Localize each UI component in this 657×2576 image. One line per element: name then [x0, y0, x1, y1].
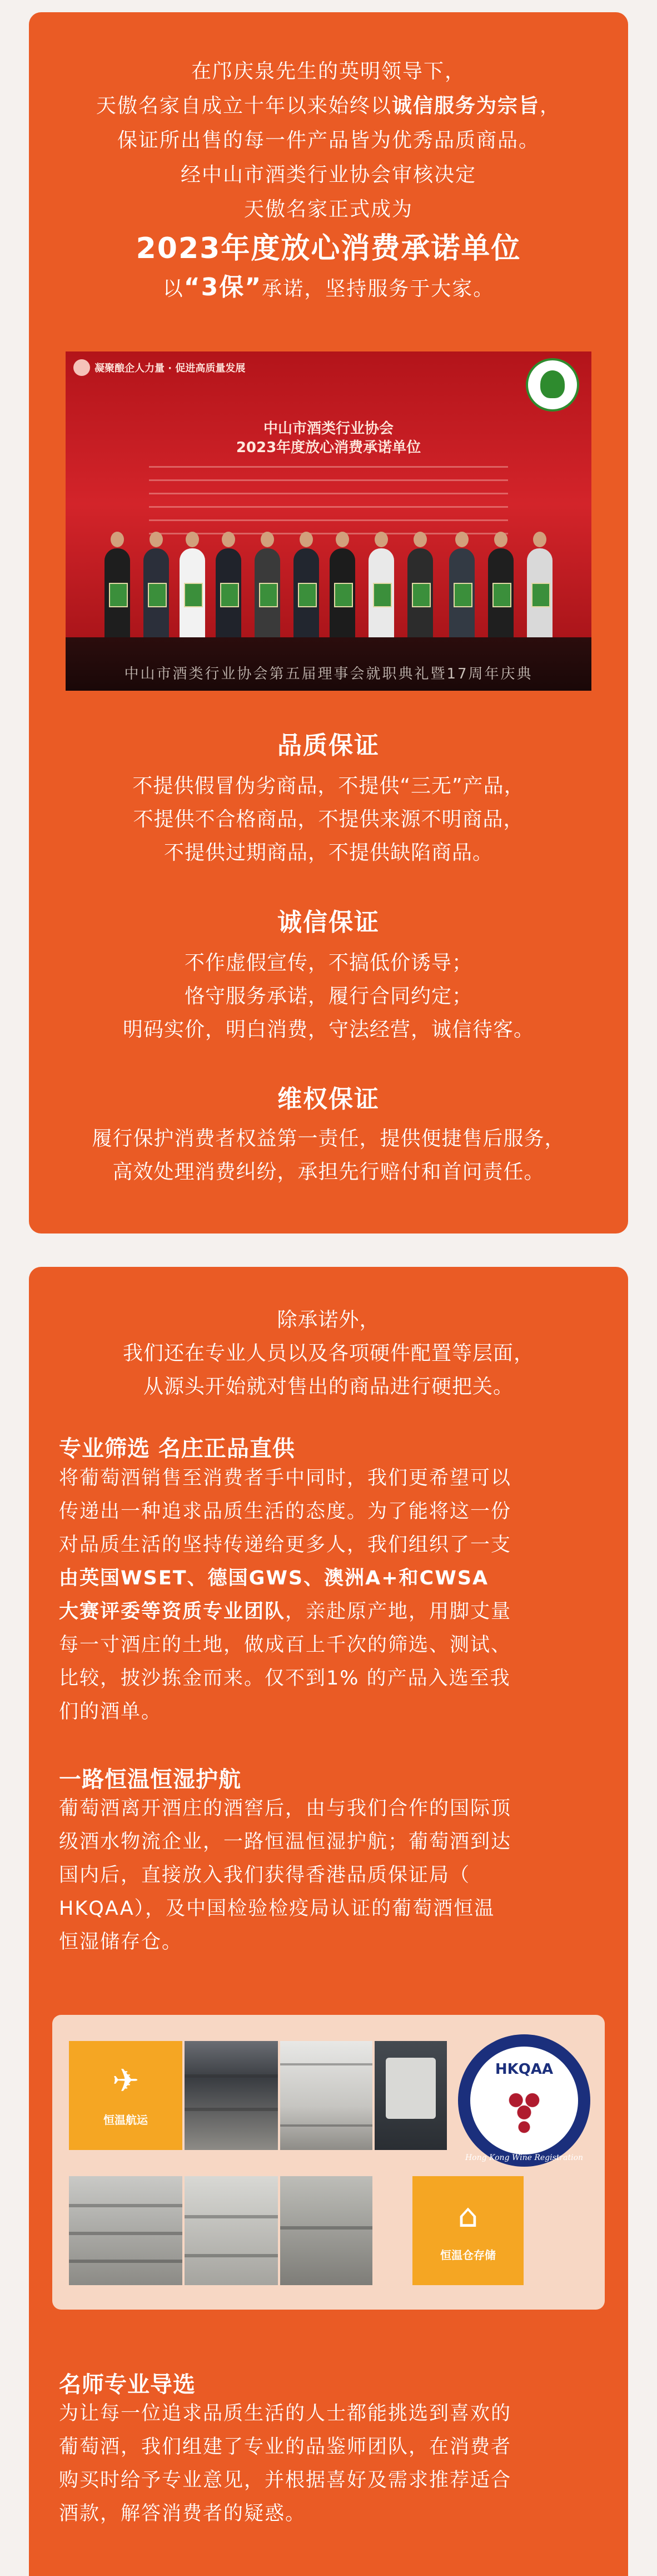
photo-certificate: [373, 583, 392, 607]
highlight-title: 2023年度放心消费承诺单位: [136, 232, 521, 265]
sommelier-line: 酒款，解答消费者的疑惑。: [59, 2503, 306, 2525]
logistics-image-panel: [52, 2015, 605, 2310]
logistics-line: 恒湿储存仓。: [59, 1931, 183, 1953]
selection-line: [59, 1462, 605, 1495]
card2-intro: [29, 1304, 628, 1404]
warehouse-photo: [185, 2041, 278, 2150]
logistics-paragraph: [59, 1792, 605, 1959]
photo-certificate: [334, 583, 353, 607]
intro-line: [29, 123, 628, 158]
pledge-line: [29, 270, 628, 306]
pledge-suffix: 承诺，坚持服务于大家。: [262, 278, 495, 300]
intro-line: [29, 55, 628, 89]
sommelier-line: 购买时给予专业意见，并根据喜好及需求推荐适合: [59, 2469, 512, 2491]
selection-text: ，亲赴原产地，用脚丈量: [285, 1601, 512, 1623]
airplane-icon: ✈: [112, 2061, 140, 2099]
selection-emphasis: 大赛评委等资质专业团队: [59, 1601, 286, 1623]
rights-body: [29, 1122, 628, 1189]
intro-text: 经中山市酒类行业协会审核决定: [180, 164, 476, 186]
intro-lines: [29, 55, 628, 227]
hkqaa-text: HKQAA: [495, 2061, 554, 2078]
quality-title: 品质保证: [277, 731, 380, 760]
photo-certificate: [492, 583, 511, 607]
intro-text: 保证所出售的每一件产品皆为优秀品质商品。: [117, 129, 540, 152]
rights-title: 维权保证: [277, 1085, 380, 1113]
storage-label: 恒温仓存储: [440, 2248, 496, 2262]
hkqaa-logo: [458, 2034, 590, 2167]
warehouse-icon: ⌂: [457, 2196, 479, 2235]
intro-line: 从源头开始就对售出的商品进行硬把关。: [143, 1375, 514, 1398]
assurance-card: [29, 1267, 628, 2576]
selection-text: 们的酒单。: [59, 1701, 162, 1723]
sommelier-line: 为让每一位追求品质生活的人士都能挑选到喜欢的: [59, 2402, 512, 2425]
photo-certificate: [412, 583, 431, 607]
intro-line: [29, 89, 628, 123]
quality-line: 不提供假冒伪劣商品，不提供“三无”产品，: [132, 775, 525, 797]
pledge-quote: “3保”: [183, 273, 262, 301]
rights-line: 履行保护消费者权益第一责任，提供便捷售后服务，: [92, 1127, 565, 1150]
photo-certificate: [184, 583, 203, 607]
intro-line: [29, 192, 628, 227]
rights-line: 高效处理消费纠纷，承担先行赔付和首问责任。: [112, 1161, 545, 1183]
logistics-line: 国内后，直接放入我们获得香港品质保证局（: [59, 1864, 471, 1886]
selection-emphasis: 由英国WSET、德国GWS、澳洲A+和CWSA: [59, 1567, 489, 1589]
photo-certificate: [109, 583, 128, 607]
photo-certificate: [148, 583, 167, 607]
cellar-photo: [69, 2176, 182, 2285]
integrity-body: [29, 947, 628, 1047]
logistics-line: HKQAA），及中国检验检疫局认证的葡萄酒恒温: [59, 1898, 495, 1920]
photo-caption: 中山市酒类行业协会第五届理事会就职典礼暨17周年庆典: [124, 666, 533, 682]
selection-line: [59, 1495, 605, 1528]
grape-icon: [504, 2085, 545, 2134]
photo-certificate: [531, 583, 550, 607]
quality-body: [29, 770, 628, 870]
selection-line: [59, 1662, 605, 1695]
photo-banner: 凝聚酿企人力量 · 促进高质量发展: [94, 363, 246, 374]
photo-title-2: 2023年度放心消费承诺单位: [236, 439, 421, 456]
logistics-heading: 一路恒温恒湿护航: [59, 1767, 241, 1792]
intro-emphasis: 诚信服务为宗旨: [391, 95, 540, 117]
intro-line: 除承诺外，: [277, 1309, 380, 1331]
photo-certificate: [220, 583, 239, 607]
photo-name-list: [149, 466, 508, 544]
selection-paragraph: [59, 1462, 605, 1728]
selection-line: [59, 1695, 605, 1728]
selection-text: 对品质生活的坚持传递给更多人，我们组织了一支: [59, 1534, 512, 1556]
association-logo: [73, 359, 90, 376]
ceremony-photo: [66, 351, 591, 691]
association-seal: [526, 358, 579, 412]
quality-line: 不提供过期商品，不提供缺陷商品。: [163, 841, 493, 864]
storage-tile: [412, 2176, 524, 2285]
integrity-title: 诚信保证: [277, 908, 380, 937]
sommelier-paragraph: [59, 2397, 605, 2530]
selection-text: 传递出一种追求品质生活的态度。为了能将这一份: [59, 1500, 512, 1523]
intro-line: 我们还在专业人员以及各项硬件配置等层面，: [122, 1342, 534, 1365]
logistics-line: 级酒水物流企业，一路恒温恒湿护航；葡萄酒到达: [59, 1831, 512, 1853]
logistics-line: 葡萄酒离开酒庄的酒窖后，由与我们合作的国际顶: [59, 1797, 512, 1820]
selection-line: [59, 1562, 605, 1595]
selection-text: 每一寸酒庄的土地，做成百上千次的筛选、测试、: [59, 1634, 512, 1656]
commitment-card: [29, 12, 628, 1233]
selection-text: 比较，披沙拣金而来。仅不到1% 的产品入选至我: [59, 1667, 511, 1690]
selection-heading: 专业筛选 名庄正品直供: [59, 1436, 295, 1462]
intro-block: [29, 55, 628, 306]
storage-photo: [185, 2176, 278, 2285]
photo-certificate: [259, 583, 278, 607]
selection-line: [59, 1628, 605, 1662]
photo-title-1: 中山市酒类行业协会: [263, 420, 394, 437]
transport-label: 恒温航运: [103, 2113, 148, 2127]
transport-tile: [69, 2041, 182, 2150]
sommelier-heading: 名师专业导选: [59, 2372, 196, 2397]
quality-line: 不提供不合格商品，不提供来源不明商品，: [133, 808, 524, 831]
selection-text: 将葡萄酒销售至消费者手中同时，我们更希望可以: [59, 1467, 512, 1489]
intro-text: 在邝庆泉先生的英明领导下，: [191, 60, 466, 83]
integrity-line: 明码实价，明白消费，守法经营，诚信待客。: [122, 1018, 534, 1041]
integrity-line: 不作虚假宣传，不搞低价诱导；: [184, 952, 472, 974]
intro-text: 天傲名家自成立十年以来始终以: [96, 95, 392, 117]
photo-certificate: [454, 583, 472, 607]
sommelier-line: 葡萄酒，我们组建了专业的品鉴师团队，在消费者: [59, 2436, 512, 2458]
integrity-line: 恪守服务承诺，履行合同约定；: [184, 985, 472, 1008]
selection-line: [59, 1595, 605, 1628]
intro-text: 天傲名家正式成为: [243, 198, 413, 221]
photo-certificate: [298, 583, 317, 607]
selection-line: [59, 1528, 605, 1562]
reefer-photo: [375, 2041, 447, 2150]
intro-text: ，: [540, 95, 561, 117]
hkqaa-ring-text: Hong Kong Wine Registration: [465, 2153, 584, 2162]
intro-line: [29, 158, 628, 192]
container-photo: [280, 2041, 372, 2150]
pledge-prefix: 以: [162, 278, 184, 300]
pallet-photo: [280, 2176, 372, 2285]
